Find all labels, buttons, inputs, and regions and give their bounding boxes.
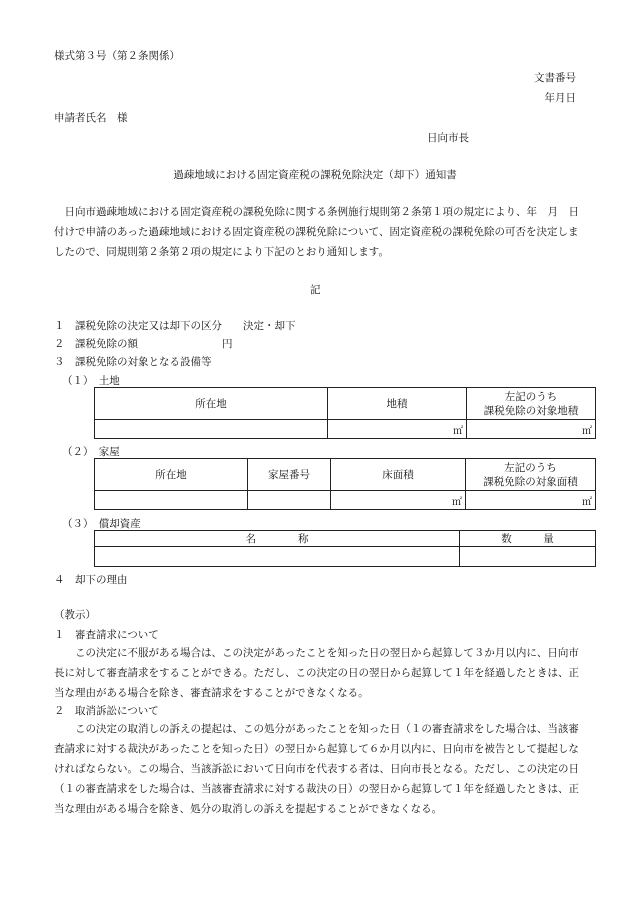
land-header-location: 所在地	[95, 388, 328, 420]
ki-heading: 記	[310, 284, 321, 296]
asset-cell-name[interactable]	[95, 547, 460, 567]
house-cell-location[interactable]	[95, 491, 248, 510]
applicant-name: 申請者氏名 様	[54, 112, 128, 124]
item-target-equipment: ３ 課税免除の対象となる設備等	[54, 356, 212, 368]
form-number: 様式第３号（第２条関係）	[54, 50, 180, 62]
intro-paragraph: 日向市過疎地域における固定資産税の課税免除に関する条例施行規則第２条第１項の規定により、年 月 日付けで申請のあった過疎地域における固定資産税の課税免除について、固定資産税の課税免除の可否を決定しましたので、同規則第２条第２項の規定により下記のとおり通知します。	[54, 206, 579, 258]
house-header-number: 家屋番号	[248, 459, 331, 491]
house-cell-number[interactable]	[248, 491, 331, 510]
asset-cell-quantity[interactable]	[460, 547, 596, 567]
issuer-name: 日向市長	[427, 132, 469, 144]
land-cell-area[interactable]: ㎡	[328, 420, 467, 439]
house-header-exempt-area-line1: 左記のうち	[504, 461, 557, 474]
asset-header-name: 名 称	[95, 531, 460, 547]
asset-header-quantity: 数 量	[460, 531, 596, 547]
document-number: 文書番号	[534, 72, 576, 84]
land-header-area: 地積	[328, 388, 467, 420]
land-header-exempt-area	[467, 388, 596, 420]
notice-1-title: １ 審査請求について	[54, 629, 159, 641]
house-header-floor-area: 床面積	[331, 459, 466, 491]
notice-2-title: ２ 取消訴訟について	[54, 705, 159, 717]
item-decision-type: １ 課税免除の決定又は却下の区分 決定・却下	[54, 320, 296, 332]
house-label: （２） 家屋	[62, 446, 120, 458]
notice-2-body: この決定の取消しの訴えの提起は、この処分があったことを知った日（１の審査請求をした場合は、当該審査請求に対する裁決があったことを知った日）の翌日から起算して６か月以内に、日向市を被告として提起しなければならない。この場合、当該訴訟において日向市を代表する者は、日向市長となる。ただし、この決定の日（１の審査請求をした場合は、当該審査請求に対する裁決の日）の翌日から起算して１年を経過したときは、正当な理由がある場合を除き、処分の取消しの訴えを提起することができなくなる。	[54, 723, 579, 815]
asset-table	[94, 530, 596, 567]
asset-label: （３） 償却資産	[62, 518, 141, 530]
issue-date: 年月日	[544, 92, 576, 104]
land-table	[94, 387, 596, 439]
house-cell-exempt-area[interactable]: ㎡	[466, 491, 596, 510]
house-header-exempt-area	[466, 459, 596, 491]
item-exemption-amount: ２ 課税免除の額 円	[54, 338, 233, 350]
notice-heading: （教示）	[54, 609, 96, 621]
item-rejection-reason: ４ 却下の理由	[54, 574, 128, 586]
land-header-exempt-area-line1: 左記のうち	[504, 390, 558, 403]
land-header-exempt-area-line2: 課税免除の対象地積	[483, 404, 579, 417]
land-cell-exempt-area[interactable]: ㎡	[467, 420, 596, 439]
document-title: 過疎地域における固定資産税の課税免除決定（却下）通知書	[173, 169, 457, 181]
house-cell-floor-area[interactable]: ㎡	[331, 491, 466, 510]
house-table	[94, 458, 596, 510]
house-header-location: 所在地	[95, 459, 248, 491]
land-label: （１） 土地	[62, 375, 120, 387]
notice-1-body: この決定に不服がある場合は、この決定があったことを知った日の翌日から起算して３か月以内に、日向市長に対して審査請求をすることができる。ただし、この決定の日の翌日から起算して１年を経過したときは、正当な理由がある場合を除き、審査請求をすることができなくなる。	[54, 647, 579, 699]
house-header-exempt-area-line2: 課税免除の対象面積	[483, 475, 578, 488]
land-cell-location[interactable]	[95, 420, 328, 439]
